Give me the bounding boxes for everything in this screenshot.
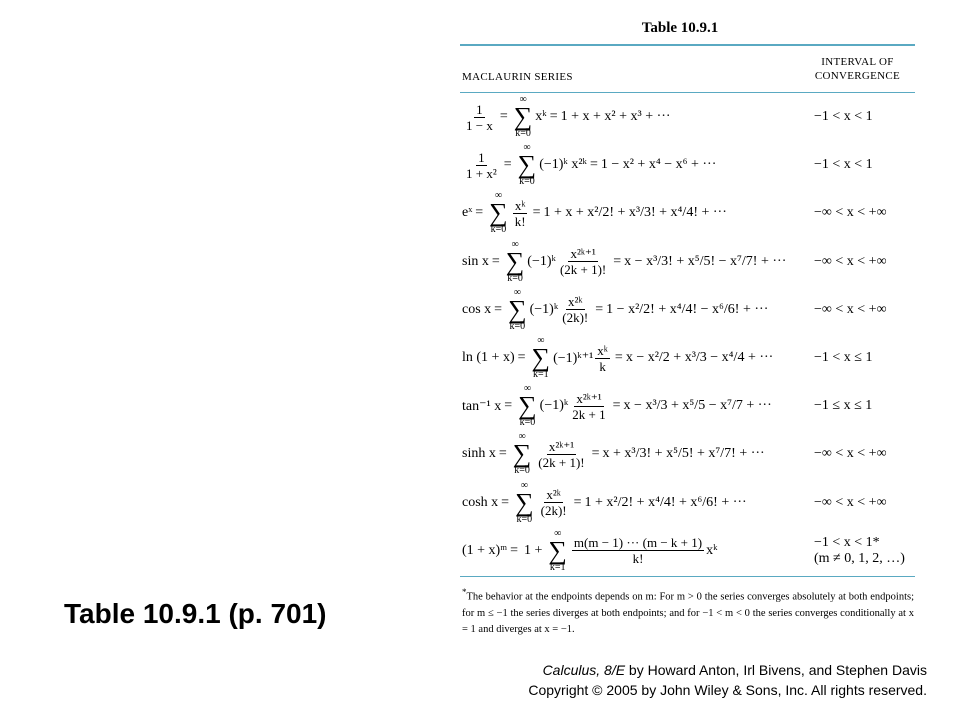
lhs-fraction: [464, 150, 499, 181]
summation-sign: [532, 336, 551, 380]
function-name: cosh x: [462, 494, 499, 510]
series-formula: [462, 239, 786, 285]
function-name: sin x: [462, 253, 489, 269]
equals-sign: =: [494, 301, 503, 317]
series-formula: [462, 528, 717, 574]
sigma-symbol: ∑: [531, 343, 551, 372]
function-name: sinh x: [462, 446, 496, 462]
equals-sign: =: [614, 350, 623, 365]
function-name: ln (1 + x): [462, 350, 515, 365]
sigma-symbol: ∑: [489, 198, 508, 228]
convergence-interval: −1 < x < 1: [814, 157, 873, 173]
sigma-symbol: ∑: [548, 535, 567, 565]
series-expansion: 1 + x + x² + x³ + ···: [560, 109, 671, 124]
equals-sign: =: [501, 494, 510, 510]
general-term-denominator: (2k + 1)!: [538, 454, 585, 470]
series-formula: [462, 383, 772, 429]
general-term-numerator: m(m − 1) ··· (m − k + 1): [573, 535, 703, 551]
general-term-numerator: x²ᵏ: [568, 294, 583, 310]
sum-lower-limit: k=0: [516, 513, 533, 525]
sigma-symbol: ∑: [513, 102, 533, 131]
top-rule: [460, 44, 915, 46]
sign-coefficient: (−1)ᵏ⁺¹: [553, 350, 594, 366]
series-formula: [462, 94, 671, 140]
general-term-numerator: x²ᵏ: [546, 487, 561, 503]
header-rule: [460, 92, 915, 93]
series-formula: [462, 190, 727, 236]
lhs-fraction-numerator: 1: [478, 149, 485, 165]
sign-coefficient: (−1)ᵏ: [527, 253, 556, 269]
convergence-interval: −∞ < x < +∞: [814, 494, 887, 510]
general-term-numerator: xᵏ: [597, 342, 608, 358]
equals-sign: =: [589, 157, 598, 173]
equals-sign: =: [573, 494, 582, 510]
equals-sign: =: [549, 109, 558, 124]
general-term: [558, 246, 608, 277]
series-row: [462, 383, 912, 429]
sigma-symbol: ∑: [505, 246, 525, 276]
series-row: [462, 287, 912, 333]
equals-sign: =: [475, 205, 484, 221]
equals-sign: =: [510, 542, 518, 558]
summation-sign: [508, 288, 527, 332]
series-row: [462, 431, 912, 477]
book-authors: by Howard Anton, Irl Bivens, and Stephen Davis: [625, 662, 927, 678]
series-expansion: 1 + x²/2! + x⁴/4! + x⁶/6! + ···: [584, 494, 747, 510]
series-expansion: x + x³/3! + x⁵/5! + x⁷/7! + ···: [602, 446, 765, 462]
sum-lower-limit: k=0: [514, 465, 530, 477]
general-term-numerator: xᵏ: [514, 197, 526, 213]
sigma-symbol: ∑: [515, 487, 534, 517]
equals-sign: =: [532, 205, 541, 221]
sign-coefficient: (−1)ᵏ: [529, 301, 559, 317]
summation-sign: [548, 529, 567, 573]
series-expansion: x − x³/3 + x⁵/5 − x⁷/7 + ···: [623, 398, 772, 414]
header-series: MACLAURIN SERIES: [462, 71, 573, 83]
series-formula: [462, 142, 716, 188]
general-term-numerator: x²ᵏ⁺¹: [570, 246, 596, 262]
footnote: [462, 584, 914, 638]
series-formula: [462, 335, 773, 381]
general-term: [513, 198, 528, 229]
credit: [528, 660, 927, 700]
series-row: [462, 480, 912, 526]
sum-upper-limit: ∞: [518, 431, 526, 443]
series-formula: [462, 480, 747, 526]
lhs-fraction-numerator: 1: [476, 101, 483, 117]
summation-sign: [515, 481, 534, 525]
summation-sign: [506, 240, 525, 284]
convergence-interval: [814, 528, 905, 574]
term-trailer: xᵏ: [706, 542, 718, 558]
general-term: [572, 535, 704, 566]
general-term: [570, 391, 607, 422]
credit-line1: [528, 660, 927, 680]
header-interval: [805, 55, 910, 83]
sum-upper-limit: ∞: [513, 286, 521, 298]
equals-sign: =: [498, 446, 507, 462]
equals-sign: =: [613, 253, 622, 269]
function-name: eˣ: [462, 205, 473, 221]
convergence-interval: −1 < x < 1: [814, 109, 873, 124]
lhs-fraction-denominator: 1 − x: [466, 117, 493, 133]
equals-sign: =: [591, 446, 600, 462]
interval-text: −1 < x < 1*: [814, 534, 880, 550]
sum-lower-limit: k=0: [519, 176, 535, 188]
bottom-rule: [460, 576, 915, 577]
sum-lower-limit: k=0: [519, 417, 536, 429]
series-row: [462, 528, 912, 574]
function-name: (1 + x)ᵐ: [462, 542, 508, 558]
series-row: [462, 239, 912, 285]
convergence-interval: −∞ < x < +∞: [814, 301, 887, 317]
header-interval-line1: INTERVAL OF: [821, 56, 894, 68]
general-term: [536, 439, 586, 470]
series-formula: [462, 431, 765, 477]
convergence-interval: −∞ < x < +∞: [814, 253, 887, 269]
general-term: [595, 343, 610, 374]
sum-upper-limit: ∞: [511, 238, 519, 250]
sum-upper-limit: ∞: [523, 383, 531, 395]
general-term: [560, 294, 590, 325]
series-expansion: 1 − x²/2! + x⁴/4! − x⁶/6! + ···: [606, 301, 769, 317]
convergence-interval: −1 ≤ x ≤ 1: [814, 398, 873, 414]
equals-sign: =: [491, 253, 500, 269]
sum-lower-limit: k=0: [490, 224, 507, 236]
lhs-fraction-denominator: 1 + x²: [466, 165, 497, 181]
convergence-interval: −∞ < x < +∞: [814, 205, 887, 221]
series-row: [462, 190, 912, 236]
general-term-denominator: 2k + 1: [572, 406, 606, 422]
series-expansion: 1 + x + x²/2! + x³/3! + x⁴/4! + ···: [543, 205, 727, 221]
series-expansion: 1 − x² + x⁴ − x⁶ + ···: [600, 157, 717, 173]
series-row: [462, 335, 912, 381]
series-expansion: x − x³/3! + x⁵/5! − x⁷/7! + ···: [624, 253, 787, 269]
general-term-denominator: k: [599, 358, 606, 374]
sum-lower-limit: k=0: [509, 320, 526, 332]
footnote-mark: *: [462, 587, 467, 597]
series-prefix: 1 +: [523, 542, 543, 558]
equals-sign: =: [612, 398, 621, 414]
general-term-denominator: k!: [514, 213, 526, 229]
convergence-interval: −∞ < x < +∞: [814, 446, 887, 462]
equals-sign: =: [504, 398, 513, 414]
sum-upper-limit: ∞: [554, 527, 562, 539]
function-name: cos x: [462, 301, 492, 317]
header-interval-line2: CONVERGENCE: [814, 70, 901, 82]
general-term-denominator: (2k + 1)!: [559, 262, 607, 278]
convergence-interval: −1 < x ≤ 1: [814, 350, 873, 365]
series-formula: [462, 287, 768, 333]
sigma-symbol: ∑: [517, 150, 537, 180]
summation-sign: [518, 384, 537, 428]
sum-upper-limit: ∞: [537, 335, 545, 346]
slide-caption: Table 10.9.1 (p. 701): [64, 598, 327, 629]
sign-coefficient: (−1)ᵏ: [539, 398, 569, 414]
equals-sign: =: [503, 157, 512, 173]
interval-condition: (m ≠ 0, 1, 2, …): [814, 550, 905, 566]
equals-sign: =: [595, 301, 604, 317]
sum-lower-limit: k=0: [515, 128, 531, 139]
summation-sign: [518, 143, 537, 187]
general-term-denominator: k!: [632, 551, 644, 567]
general-term: (−1)ᵏ x²ᵏ: [539, 157, 587, 173]
sum-lower-limit: k=0: [507, 272, 523, 284]
sum-upper-limit: ∞: [494, 190, 503, 202]
general-term-numerator: x²ᵏ⁺¹: [548, 438, 575, 454]
credit-line2: Copyright © 2005 by John Wiley & Sons, Inc. All rights reserved.: [528, 682, 927, 698]
footnote-text: The behavior at the endpoints depends on m: For m > 0 the series converges absolutely at both endpoints; for m ≤ −1 the series diverges at both endpoints; and for −1 < m < 0 the series converges conditionally at x = 1 and diverges at x = −1.: [462, 591, 914, 635]
sigma-symbol: ∑: [508, 294, 527, 324]
function-name: tan⁻¹ x: [462, 398, 502, 414]
general-term-numerator: x²ᵏ⁺¹: [576, 390, 602, 406]
sigma-symbol: ∑: [512, 439, 532, 469]
sum-upper-limit: ∞: [519, 94, 527, 105]
sum-lower-limit: k=1: [532, 369, 549, 380]
sum-upper-limit: ∞: [520, 479, 528, 491]
series-row: [462, 94, 912, 140]
general-term-denominator: (2k)!: [540, 503, 567, 519]
general-term: [539, 487, 569, 518]
series-expansion: x − x²/2 + x³/3 − x⁴/4 + ···: [625, 350, 774, 365]
equals-sign: =: [517, 350, 526, 365]
general-term: xᵏ: [535, 109, 547, 124]
table-title: Table 10.9.1: [641, 20, 719, 36]
book-title: Calculus, 8/E: [542, 662, 626, 678]
sum-lower-limit: k=1: [549, 561, 566, 573]
summation-sign: [513, 432, 532, 476]
equals-sign: =: [499, 109, 508, 124]
sigma-symbol: ∑: [518, 391, 537, 421]
summation-sign: [514, 95, 533, 139]
lhs-fraction: [464, 102, 495, 133]
series-row: [462, 142, 912, 188]
summation-sign: [489, 191, 508, 235]
sum-upper-limit: ∞: [523, 142, 531, 154]
general-term-denominator: (2k)!: [562, 310, 589, 326]
